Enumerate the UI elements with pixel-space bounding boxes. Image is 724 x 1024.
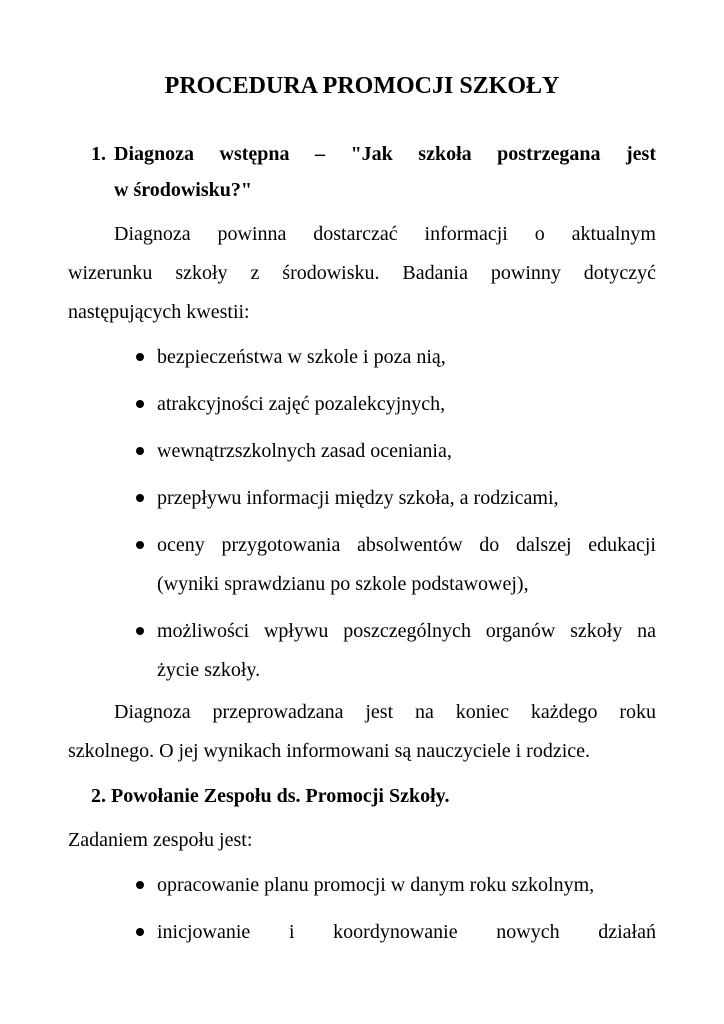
paragraph-2-line-1: Diagnoza przeprowadzana jest na koniec każdego roku (114, 701, 656, 723)
section-1-heading-line-1: Diagnoza wstępna – "Jak szkoła postrzegana jest (114, 143, 656, 165)
bullet-icon (136, 353, 144, 361)
list-item-continuation: (wyniki sprawdzianu po szkole podstawowej), (157, 573, 529, 595)
paragraph-2-line-2: szkolnego. O jej wynikach informowani są nauczyciele i rodzice. (68, 740, 591, 762)
list-item: inicjowanie i koordynowanie nowych działań (157, 921, 656, 943)
list-item: bezpieczeństwa w szkole i poza nią, (157, 346, 446, 368)
paragraph-1-line-3: następujących kwestii: (68, 301, 250, 323)
section-1-heading-line-2: w środowisku?" (114, 179, 252, 201)
section-1-number: 1. (91, 143, 106, 165)
list-item: atrakcyjności zajęć pozalekcyjnych, (157, 393, 446, 415)
paragraph-1-line-2: wizerunku szkoły z środowisku. Badania powinny dotyczyć (68, 262, 656, 284)
bullet-icon (136, 881, 144, 889)
list-item: możliwości wpływu poszczególnych organów szkoły na (157, 620, 656, 642)
section-2-intro: Zadaniem zespołu jest: (68, 829, 253, 851)
bullet-icon (136, 928, 144, 936)
paragraph-1-line-1: Diagnoza powinna dostarczać informacji o aktualnym (114, 223, 656, 245)
document-title: PROCEDURA PROMOCJI SZKOŁY (164, 73, 560, 99)
bullet-icon (136, 627, 144, 635)
list-item-continuation: życie szkoły. (157, 659, 261, 681)
bullet-icon (136, 400, 144, 408)
bullet-icon (136, 447, 144, 455)
list-item: opracowanie planu promocji w danym roku szkolnym, (157, 874, 595, 896)
list-item: wewnątrzszkolnych zasad oceniania, (157, 440, 452, 462)
list-item: oceny przygotowania absolwentów do dalszej edukacji (157, 534, 656, 556)
section-2-heading: 2. Powołanie Zespołu ds. Promocji Szkoły. (91, 785, 450, 807)
bullet-icon (136, 541, 144, 549)
bullet-icon (136, 494, 144, 502)
list-item: przepływu informacji między szkoła, a rodzicami, (157, 487, 559, 509)
